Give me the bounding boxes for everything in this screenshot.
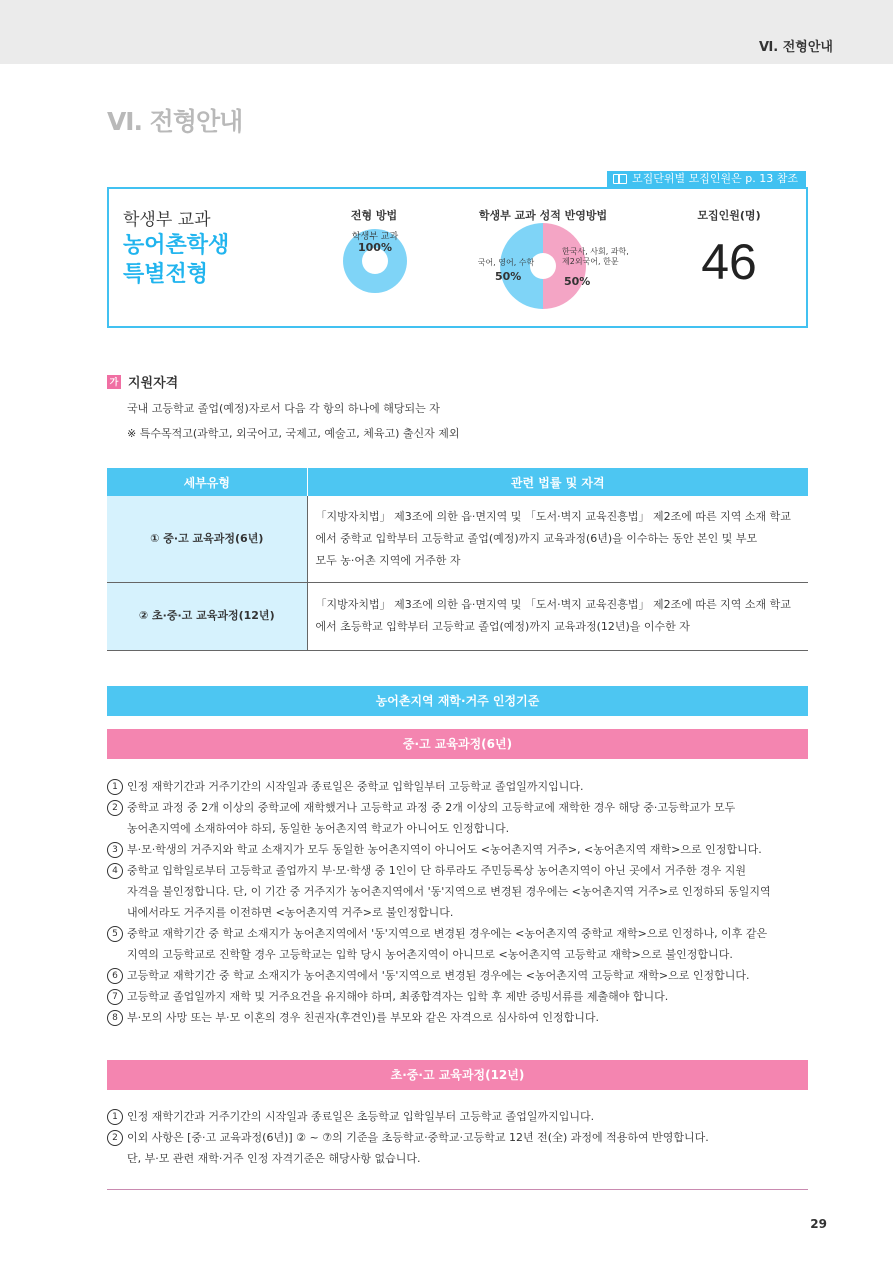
recruit-count: 46 (701, 234, 757, 290)
grade-right-value: 50% (564, 275, 591, 288)
grade-left-label: 국어, 영어, 수학 (477, 258, 535, 267)
grade-left-value: 50% (495, 270, 522, 283)
item-text (127, 923, 810, 965)
top-header-bar (0, 0, 893, 64)
six-year-list (107, 776, 810, 1028)
item-text-line: 내에서라도 거주지를 이전하면 <농어촌지역 거주>로 불인정합니다. (127, 906, 454, 919)
table-row (107, 582, 808, 650)
reference-text: 모집단위별 모집인원은 p. 13 참조 (632, 172, 798, 185)
list-item (107, 860, 810, 923)
table-head-law: 관련 법률 및 자격 (307, 468, 808, 496)
item-number: 8 (107, 1010, 123, 1026)
eligibility-line-2: ※ 특수목적고(과학고, 외국어고, 국제고, 예술고, 체육고) 출신자 제외 (127, 427, 460, 440)
criteria-title-bar: 농어촌지역 재학·거주 인정기준 (107, 686, 808, 716)
page-title: Ⅵ. 전형안내 (107, 107, 243, 136)
item-text-line: 부·모의 사망 또는 부·모 이혼의 경우 친권자(후견인)를 부모와 같은 자격으로 심사하여 인정합니다. (127, 1011, 599, 1024)
item-text (127, 965, 810, 986)
overview-name-line1: 농어촌학생 (123, 233, 230, 258)
item-text-line: 고등학교 재학기간 중 학교 소재지가 농어촌지역에서 '동'지역으로 변경된 경우에는 <농어촌지역 고등학교 재학>으로 인정합니다. (127, 969, 750, 982)
row-law (307, 582, 808, 650)
item-text (127, 776, 810, 797)
row-type: ② 초·중·고 교육과정(12년) (107, 582, 307, 650)
list-item (107, 1106, 810, 1127)
item-number: 6 (107, 968, 123, 984)
grade-heading: 학생부 교과 성적 반영방법 (478, 209, 608, 222)
grade-right-label-line2: 제2외국어, 한문 (562, 257, 619, 266)
overview-name-line2: 특별전형 (123, 262, 209, 287)
header-section-title: Ⅵ. 전형안내 (759, 40, 833, 55)
item-text-line: 인정 재학기간과 거주기간의 시작일과 종료일은 중학교 입학일부터 고등학교 졸업일까지입니다. (127, 780, 584, 793)
item-text-line: 인정 재학기간과 거주기간의 시작일과 종료일은 초등학교 입학일부터 고등학교 졸업일까지입니다. (127, 1110, 595, 1123)
list-item (107, 965, 810, 986)
list-item (107, 839, 810, 860)
item-text (127, 1106, 810, 1127)
list-item (107, 797, 810, 839)
grade-right-label (562, 247, 642, 267)
item-number: 4 (107, 863, 123, 879)
item-text-line: 이외 사항은 [중·고 교육과정(6년)] ② ~ ⑦의 기준을 초등학교·중학교·고등학교 12년 전(全) 과정에 적용하여 반영합니다. (127, 1131, 709, 1144)
item-text-line: 고등학교 졸업일까지 재학 및 거주요건을 유지해야 하며, 최종합격자는 입학 후 제반 증빙서류를 제출해야 합니다. (127, 990, 669, 1003)
page-number: 29 (810, 1217, 827, 1231)
twelve-year-title-bar: 초·중·고 교육과정(12년) (107, 1060, 808, 1090)
overview-subtitle: 학생부 교과 (123, 210, 211, 230)
book-icon (613, 174, 627, 184)
item-number: 7 (107, 989, 123, 1005)
list-item (107, 986, 810, 1007)
item-text (127, 839, 810, 860)
list-item (107, 776, 810, 797)
row-law-line: 「지방자치법」 제3조에 의한 읍·면지역 및 「도서·벽지 교육진흥법」 제2조에 따른 지역 소재 학교 (315, 598, 791, 611)
count-heading: 모집인원(명) (697, 209, 761, 222)
reference-tag (607, 171, 806, 187)
item-text-line: 지역의 고등학교로 진학할 경우 고등학교는 입학 당시 농어촌지역이 아니므로 <농어촌지역 고등학교 재학>으로 불인정합니다. (127, 948, 733, 961)
item-text-line: 자격을 불인정합니다. 단, 이 기간 중 거주지가 농어촌지역에서 '동'지역으로 변경된 경우에는 <농어촌지역 거주>로 인정하되 동일지역 (127, 885, 771, 898)
item-number: 1 (107, 1109, 123, 1125)
row-law-line: 에서 초등학교 입학부터 고등학교 졸업(예정)까지 교육과정(12년)을 이수한 자 (315, 620, 690, 633)
method-label: 학생부 교과 (351, 232, 399, 242)
method-value: 100% (358, 241, 392, 254)
overview-box (107, 187, 808, 328)
method-heading: 전형 방법 (350, 209, 398, 222)
list-item (107, 1127, 810, 1169)
item-text (127, 797, 810, 839)
item-text (127, 1127, 810, 1169)
eligibility-heading (107, 372, 178, 391)
six-year-title-bar: 중·고 교육과정(6년) (107, 729, 808, 759)
item-number: 2 (107, 800, 123, 816)
item-text (127, 860, 810, 923)
row-law-line: 에서 중학교 입학부터 고등학교 졸업(예정)까지 교육과정(6년)을 이수하는 동안 본인 및 부모 (315, 531, 758, 545)
eligibility-title: 지원자격 (128, 376, 179, 391)
list-item (107, 1007, 810, 1028)
item-number: 2 (107, 1130, 123, 1146)
item-text-line: 단, 부·모 관련 재학·거주 인정 자격기준은 해당사항 없습니다. (127, 1152, 421, 1165)
eligibility-table (107, 468, 808, 651)
row-law-line: 모두 농·어촌 지역에 거주한 자 (315, 553, 461, 567)
item-number: 5 (107, 926, 123, 942)
item-text-line: 중학교 과정 중 2개 이상의 중학교에 재학했거나 고등학교 과정 중 2개 이상의 고등학교에 재학한 경우 해당 중·고등학교가 모두 (127, 801, 736, 814)
item-number: 1 (107, 779, 123, 795)
row-type: ① 중·고 교육과정(6년) (107, 496, 307, 582)
table-row (107, 496, 808, 582)
section-badge: 가 (107, 375, 121, 389)
item-number: 3 (107, 842, 123, 858)
grade-right-label-line1: 한국사, 사회, 과학, (562, 247, 629, 256)
overview-name (123, 231, 229, 289)
bottom-divider (107, 1189, 808, 1190)
item-text-line: 중학교 재학기간 중 학교 소재지가 농어촌지역에서 '동'지역으로 변경된 경우에는 <농어촌지역 중학교 재학>으로 인정하나, 이후 같은 (127, 927, 768, 940)
item-text (127, 986, 810, 1007)
row-law (307, 496, 808, 582)
twelve-year-list (107, 1106, 810, 1169)
list-item (107, 923, 810, 965)
item-text-line: 중학교 입학일로부터 고등학교 졸업까지 부·모·학생 중 1인이 단 하루라도 주민등록상 농어촌지역이 아닌 곳에서 거주한 경우 지원 (127, 864, 746, 877)
item-text-line: 농어촌지역에 소재하여야 하되, 동일한 농어촌지역 학교가 아니어도 인정합니다. (127, 822, 510, 835)
row-law-line: 「지방자치법」 제3조에 의한 읍·면지역 및 「도서·벽지 교육진흥법」 제2조에 따른 지역 소재 학교 (315, 509, 791, 523)
item-text-line: 부·모·학생의 거주지와 학교 소재지가 모두 동일한 농어촌지역이 아니어도 <농어촌지역 거주>, <농어촌지역 재학>으로 인정합니다. (127, 843, 762, 856)
table-head-type: 세부유형 (107, 468, 307, 496)
eligibility-line-1: 국내 고등학교 졸업(예정)자로서 다음 각 항의 하나에 해당되는 자 (127, 402, 440, 415)
item-text (127, 1007, 810, 1028)
